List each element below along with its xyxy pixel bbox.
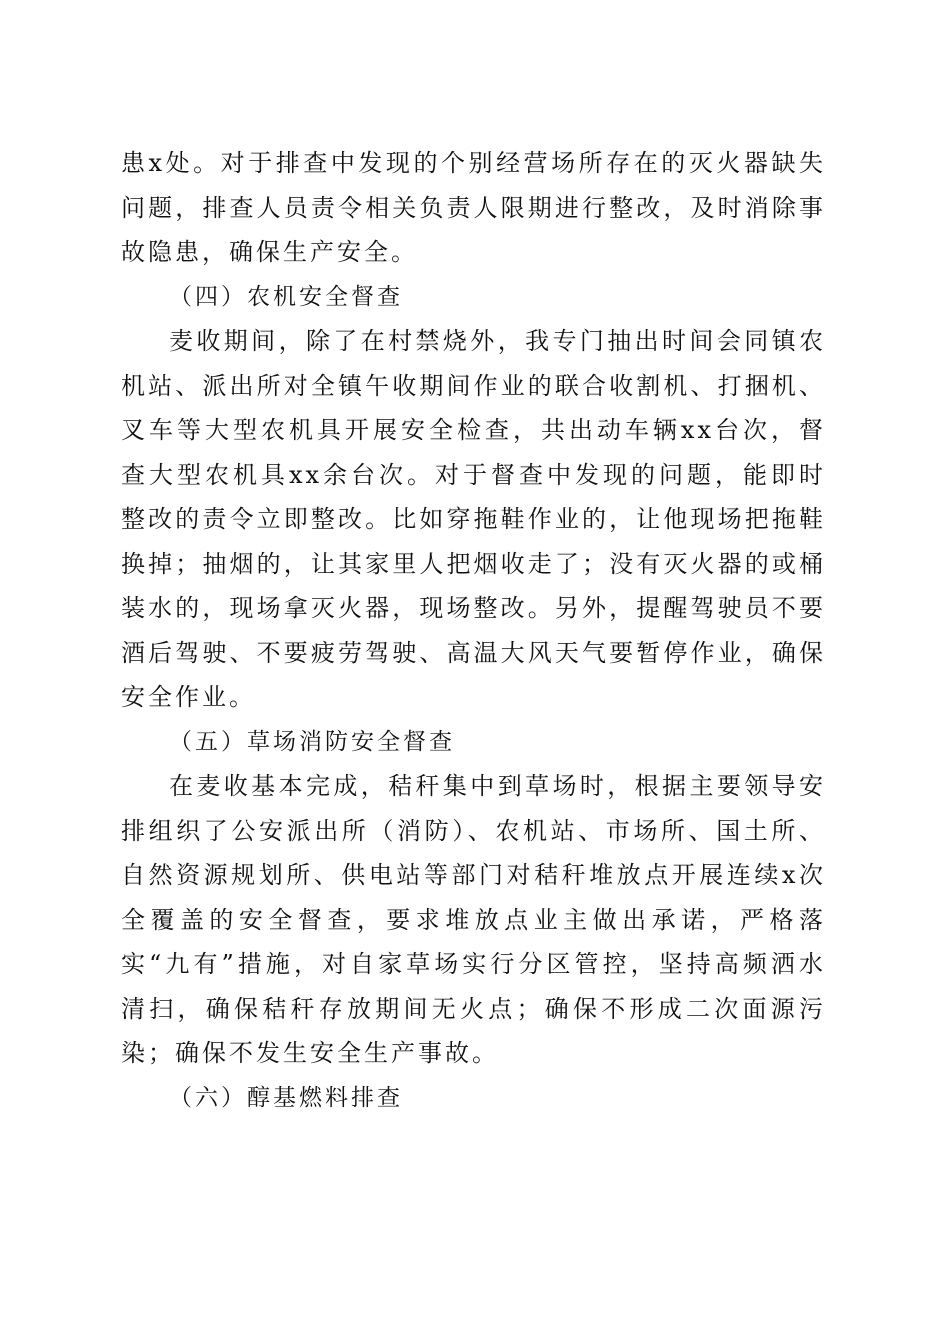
section-4-paragraph: 麦收期间，除了在村禁烧外，我专门抽出时间会同镇农机站、派出所对全镇午收期间作业的联合收割机、打捆机、叉车等大型农机具开展安全检查，共出动车辆xx台次，督查大型农机具xx余台次。对于督查中发现的问题，能即时整改的责令立即整改。比如穿拖鞋作业的，让他现场把拖鞋换掉；抽烟的，让其家里人把烟收走了；没有灭火器的或桶装水的，现场拿灭火器，现场整改。另外，提醒驾驶员不要酒后驾驶、不要疲劳驾驶、高温大风天气要暂停作业，确保安全作业。 bbox=[121, 327, 826, 711]
section-heading-5: （五）草场消防安全督查 bbox=[169, 728, 455, 755]
section-5-paragraph: 在麦收基本完成，秸秆集中到草场时，根据主要领导安排组织了公安派出所（消防）、农机站、市场所、国土所、自然资源规划所、供电站等部门对秸秆堆放点开展连续x次全覆盖的安全督查，要求堆放点业主做出承诺，严格落实“九有”措施，对自家草场实行分区管控，坚持高频洒水清扫，确保秸秆存放期间无火点；确保不形成二次面源污染；确保不发生安全生产事故。 bbox=[121, 772, 826, 1067]
section-heading-4: （四）农机安全督查 bbox=[169, 283, 403, 310]
section-heading-6: （六）醇基燃料排查 bbox=[169, 1084, 403, 1111]
continuation-paragraph: 患x处。对于排查中发现的个别经营场所存在的灭火器缺失问题，排查人员责令相关负责人限期进行整改，及时消除事故隐患，确保生产安全。 bbox=[121, 149, 826, 266]
document-body bbox=[121, 141, 826, 1120]
